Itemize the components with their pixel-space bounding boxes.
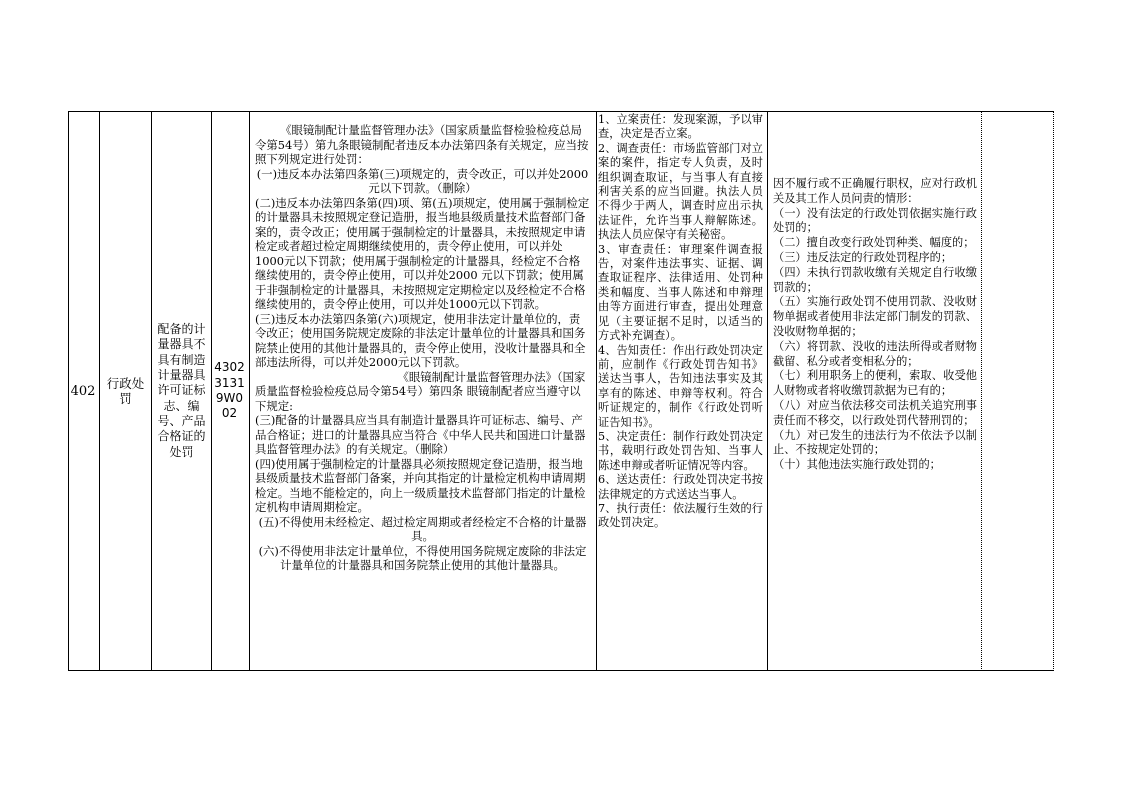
accountability-item: （八）对应当依法移交司法机关追究刑事责任而不移交，以行政处罚代替刑罚的； (773, 398, 977, 427)
column-divider (99, 111, 100, 671)
basis-paragraph: (四)使用属于强制检定的计量器具必须按照规定登记造册，报当地县级质量技术监督部门备案，并向其指定的计量检定机构申请周期检定。当地不能检定的，向上一级质量技术监督部门指定的计量检定机构申请周期检定。 (255, 456, 586, 514)
accountability-cases (770, 113, 980, 669)
row-number: 402 (70, 383, 96, 399)
column-divider (1053, 111, 1054, 671)
responsibility-item: 6、送达责任：行政处罚决定书按法律规定的方式送达当事人。 (598, 473, 763, 501)
responsibility-item: 7、执行责任：依法履行生效的行政处罚决定。 (598, 501, 763, 530)
accountability-item: （九）对已发生的违法行为不依法予以制止、不按规定处罚的； (773, 428, 977, 457)
basis-paragraph: 《眼镜制配计量监督管理办法》（国家质量监督检验检疫总局令第54号）第四条 眼镜制配者应当遵守以下规定: (255, 369, 586, 413)
basis-paragraph: (二)违反本办法第四条第(四)项、第(五)项规定，使用属于强制检定的计量器具未按照规定登记造册，报当地县级质量技术监督部门备案的，责令改正；使用属于强制检定的计量器具，未按照规定申请检定或者超过检定周期继续使用的，责令停止使用，可以并处1000元以下罚款；使用属于强制检定的计量器具，经检定不合格继续使用的，责令停止使用，可以并处2000 元以下罚款；使用属于非强制检定的计量器具，未按照规定定期检定以及经检定不合格继续使用的，责令停止使用，可以并处1000元以下罚款。 (255, 195, 590, 311)
basis-paragraph: (一)违反本办法第四条第(三)项规定的，责令改正，可以并处2000元以下罚款。（删除） (256, 166, 589, 195)
responsibility-item: 3、审查责任：审理案件调查报告，对案件违法事实、证据、调查取证程序、法律适用、处罚种类和幅度、当事人陈述和申辩理由等方面进行审查，提出处理意见（主要证据不足时，以适当的方式补充调查）。 (598, 242, 763, 343)
column-divider (151, 111, 152, 671)
power-type: 行政处罚 (106, 376, 145, 406)
accountability-item: （四）未执行罚款收缴有关规定自行收缴罚款的； (773, 265, 977, 294)
accountability-item: （六）将罚款、没收的违法所得或者财物截留、私分或者变相私分的； (773, 339, 977, 368)
basis-paragraph: (三)违反本办法第四条第(六)项规定，使用非法定计量单位的，责令改正；使用国务院规定废除的非法定计量单位的计量器具和国务院禁止使用的其他计量器具的，责令停止使用，没收计量器具和全部违法所得，可以并处2000元以下罚款。 (255, 311, 586, 369)
legal-basis (251, 113, 594, 669)
responsibility-item: 5、决定责任：制作行政处罚决定书，载明行政处罚告知、当事人陈述申辩或者听证情况等内容。 (598, 429, 763, 472)
column-divider (767, 111, 768, 671)
accountability-item: （十）其他违法实施行政处罚的； (773, 458, 941, 472)
accountability-item: 因不履行或不正确履行职权，应对行政机关及其工作人员问责的情形： (773, 177, 977, 205)
matter-name: 配备的计量器具不具有制造计量器具许可证标志、编号、产品合格证的处罚 (157, 322, 206, 459)
basis-paragraph: 《眼镜制配计量监督管理办法》（国家质量监督检验检疫总局令第54号）第九条眼镜制配者违反本办法第四条有关规定，应当按照下列规定进行处罚： (255, 123, 589, 166)
column-divider (249, 111, 250, 671)
responsibility-items (597, 113, 765, 669)
basis-paragraph: (三)配备的计量器具应当具有制造计量器具许可证标志、编号、产品合格证；进口的计量器具应当符合《中华人民共和国进口计量器具监督管理办法》的有关规定。（删除） (255, 413, 586, 456)
accountability-item: （七）利用职务上的便利，索取、收受他人财物或者将收缴罚款据为已有的； (773, 369, 977, 398)
responsibility-item: 2、调查责任：市场监管部门对立案的案件，指定专人负责，及时组织调查取证，与当事人有直接利害关系的应当回避。执法人员不得少于两人，调查时应出示执法证件，允许当事人辩解陈述。执法人员应保守有关秘密。 (598, 141, 763, 242)
accountability-item: （一）没有法定的行政处罚依据实施行政处罚的； (773, 206, 977, 235)
column-divider (981, 111, 982, 671)
responsibility-item: 4、告知责任：作出行政处罚决定前，应制作《行政处罚告知书》送达当事人，告知违法事实及其享有的陈述、申辩等权利。符合听证规定的，制作《行政处罚听证告知书》。 (598, 343, 763, 429)
accountability-item: （二）擅自改变行政处罚种类、幅度的； (773, 236, 975, 250)
basis-paragraph: (五)不得使用未经检定、超过检定周期或者经检定不合格的计量器具。 (258, 514, 587, 543)
responsibility-item: 1、立案责任：发现案源，予以审查，决定是否立案。 (598, 113, 763, 141)
remark-cell (984, 113, 1052, 669)
matter-code: 43023131 9W002 (214, 360, 245, 421)
accountability-item: （三）违反法定的行政处罚程序的； (773, 250, 953, 264)
basis-paragraph: (六)不得使用非法定计量单位，不得使用国务院规定废除的非法定计量单位的计量器具和国务院禁止使用的其他计量器具。 (258, 543, 587, 572)
accountability-item: （五）实施行政处罚不使用罚款、没收财物单据或者使用非法定部门制发的罚款、没收财物单据的； (773, 295, 977, 338)
